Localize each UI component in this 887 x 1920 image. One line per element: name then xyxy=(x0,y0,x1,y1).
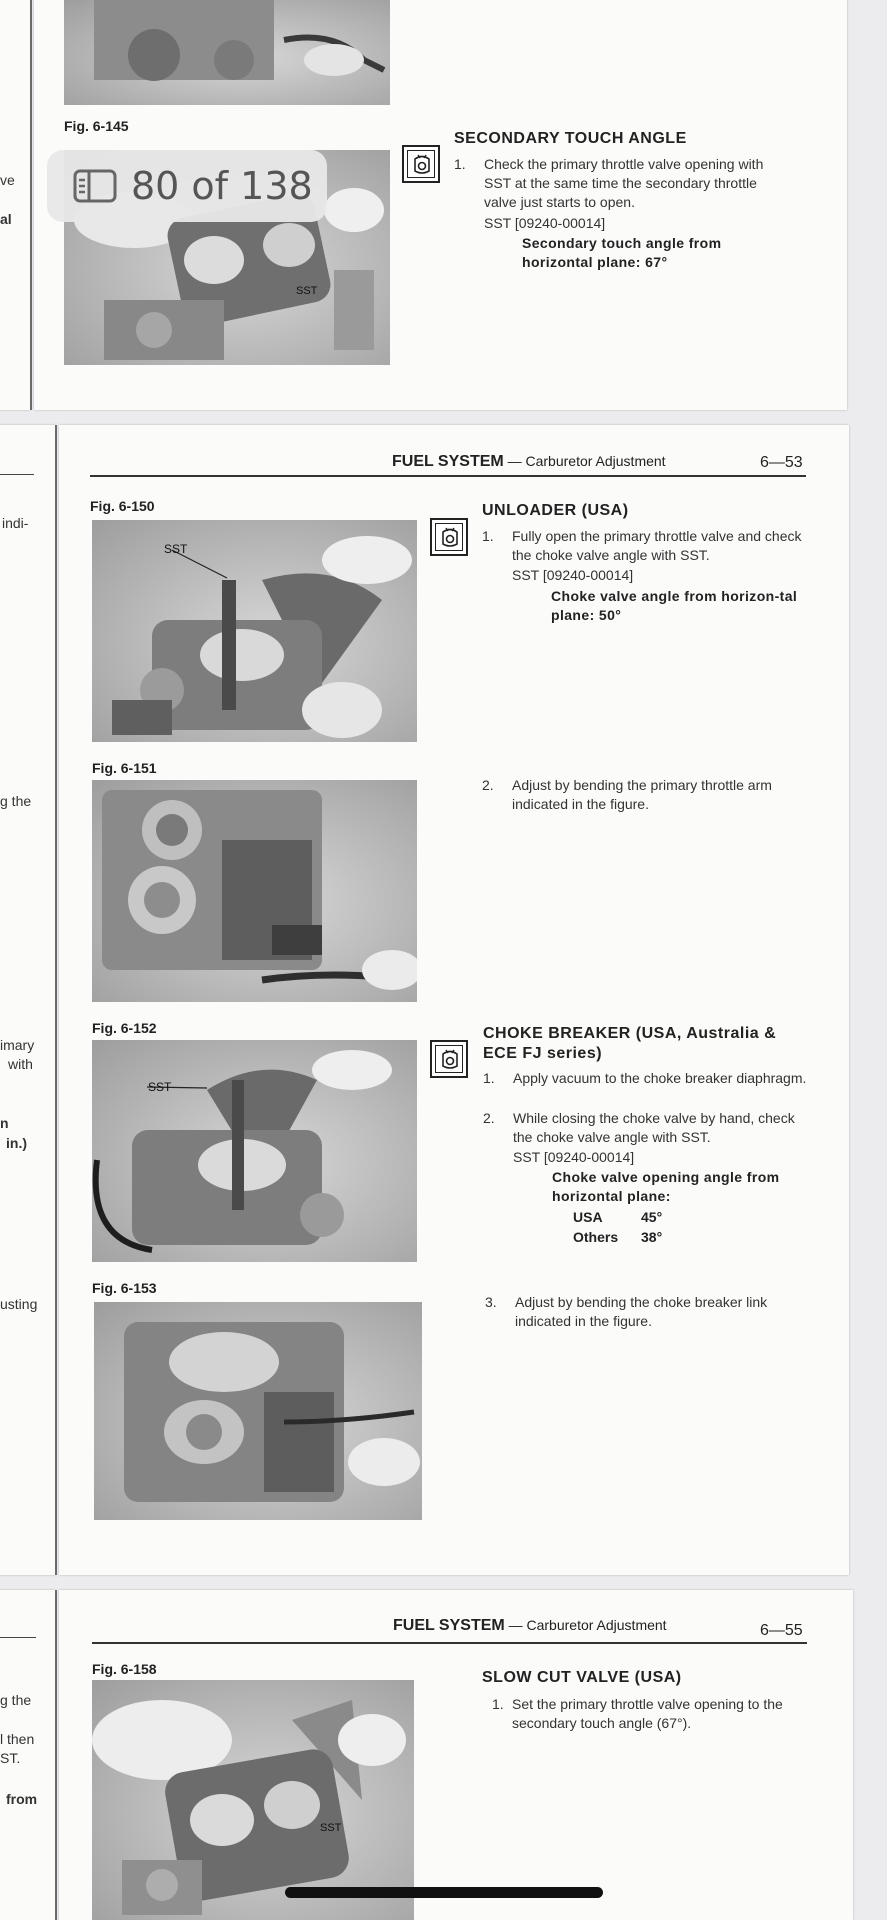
spec-row-others xyxy=(573,1229,662,1245)
step-text: Set the primary throttle valve opening to the secondary touch angle (67°). xyxy=(512,1696,783,1731)
left-rule xyxy=(0,1637,36,1638)
sst-label: SST xyxy=(320,1822,342,1834)
spec-value: 45° xyxy=(641,1209,663,1225)
header-subtitle: Carburetor Adjustment xyxy=(525,453,666,469)
procedure-step-icon xyxy=(402,145,440,183)
left-fragment: imary xyxy=(0,1037,35,1053)
spec-label: Others xyxy=(573,1229,619,1245)
header-separator: — xyxy=(503,453,526,469)
left-fragment: in.) xyxy=(6,1135,27,1151)
figure-photo-6-158 xyxy=(92,1680,414,1920)
sst-reference: SST [09240-00014] xyxy=(484,215,606,231)
sst-label: SST xyxy=(148,1080,172,1094)
step-number: 3. xyxy=(485,1294,497,1310)
running-header xyxy=(393,1617,667,1635)
left-fragment: ve xyxy=(0,172,15,188)
procedure-step xyxy=(492,1695,812,1733)
header-title: FUEL SYSTEM xyxy=(393,1617,505,1634)
left-rule xyxy=(0,474,34,475)
spine-bottom xyxy=(55,1590,57,1920)
left-fragment: indi- xyxy=(2,515,29,531)
step-number: 1. xyxy=(492,1696,504,1712)
step-text: Adjust by bending the choke breaker link indicated in the figure. xyxy=(515,1294,768,1329)
left-fragment: from xyxy=(6,1791,38,1807)
spec-value: Choke valve angle from horizon-tal plane: 50° xyxy=(551,588,798,623)
home-indicator[interactable] xyxy=(285,1887,603,1898)
procedure-step xyxy=(454,155,784,212)
page-indicator[interactable] xyxy=(47,150,327,222)
step-text: While closing the choke valve by hand, check the choke valve angle with SST. xyxy=(513,1110,795,1145)
left-fragment: usting xyxy=(0,1296,38,1312)
step-text: Adjust by bending the primary throttle arm indicated in the figure. xyxy=(512,777,772,812)
spec-value: 38° xyxy=(641,1229,663,1245)
procedure-step-icon xyxy=(430,518,468,556)
sidebar-book-icon xyxy=(73,169,117,203)
figure-photo-6-152 xyxy=(92,1040,417,1262)
figure-caption: Fig. 6-150 xyxy=(90,498,155,514)
page-number: 6—53 xyxy=(760,454,803,471)
spine-mid xyxy=(55,425,57,1575)
left-fragment: n xyxy=(0,1115,9,1131)
step-number: 1. xyxy=(454,156,466,172)
section-title: SECONDARY TOUCH ANGLE xyxy=(454,130,687,147)
procedure-step xyxy=(483,1069,813,1088)
left-page-top xyxy=(0,0,30,410)
step-text: Fully open the primary throttle valve and check the choke valve angle with SST. xyxy=(512,528,802,563)
step-text: Check the primary throttle valve opening with SST at the same time the secondary throttle valve just starts to open. xyxy=(484,156,764,210)
section-title: SLOW CUT VALVE (USA) xyxy=(482,1669,682,1686)
step-number: 2. xyxy=(483,1110,495,1126)
left-fragment: g the xyxy=(0,1692,32,1708)
spec-value: Secondary touch angle from horizontal plane: 67° xyxy=(522,235,722,270)
figure-photo-6-153 xyxy=(94,1302,422,1520)
header-subtitle: Carburetor Adjustment xyxy=(526,1617,667,1633)
left-fragment: l then xyxy=(0,1731,35,1747)
step-number: 2. xyxy=(482,777,494,793)
spec-row-usa xyxy=(573,1209,662,1225)
page-indicator-label: 80 of 138 xyxy=(131,164,313,208)
figure-caption: Fig. 6-145 xyxy=(64,118,129,134)
left-fragment: with xyxy=(8,1056,33,1072)
left-fragment: al xyxy=(0,211,12,227)
header-title: FUEL SYSTEM xyxy=(392,453,504,470)
procedure-step xyxy=(485,1293,815,1331)
header-rule xyxy=(92,1642,807,1644)
section-title: UNLOADER (USA) xyxy=(482,502,629,519)
procedure-step xyxy=(482,527,812,565)
step-number: 1. xyxy=(482,528,494,544)
sst-label: SST xyxy=(296,285,318,297)
procedure-step xyxy=(482,776,812,814)
step-number: 1. xyxy=(483,1070,495,1086)
left-fragment: g the xyxy=(0,793,32,809)
left-page-mid xyxy=(0,425,55,1575)
figure-caption: Fig. 6-158 xyxy=(92,1661,157,1677)
figure-caption: Fig. 6-151 xyxy=(92,760,157,776)
figure-photo-6-151 xyxy=(92,780,417,1002)
left-fragment: ST. xyxy=(0,1750,21,1766)
sst-label: SST xyxy=(164,542,188,556)
figure-photo-top-cropped xyxy=(64,0,390,105)
sst-reference: SST [09240-00014] xyxy=(512,567,634,583)
procedure-step-icon xyxy=(430,1040,468,1078)
header-separator: — xyxy=(504,1617,527,1633)
figure-photo-6-150 xyxy=(92,520,417,742)
spec-value: Choke valve opening angle from horizontal plane: xyxy=(552,1169,780,1204)
sst-reference: SST [09240-00014] xyxy=(513,1149,635,1165)
header-rule xyxy=(90,475,806,477)
figure-caption: Fig. 6-153 xyxy=(92,1280,157,1296)
spine-top xyxy=(30,0,32,410)
running-header xyxy=(392,453,666,471)
step-text: Apply vacuum to the choke breaker diaphragm. xyxy=(513,1070,807,1086)
spec-label: USA xyxy=(573,1209,603,1225)
figure-caption: Fig. 6-152 xyxy=(92,1020,157,1036)
page-number: 6—55 xyxy=(760,1622,803,1639)
section-title: CHOKE BREAKER (USA, Australia & ECE FJ series) xyxy=(483,1025,777,1062)
procedure-step xyxy=(483,1109,813,1147)
